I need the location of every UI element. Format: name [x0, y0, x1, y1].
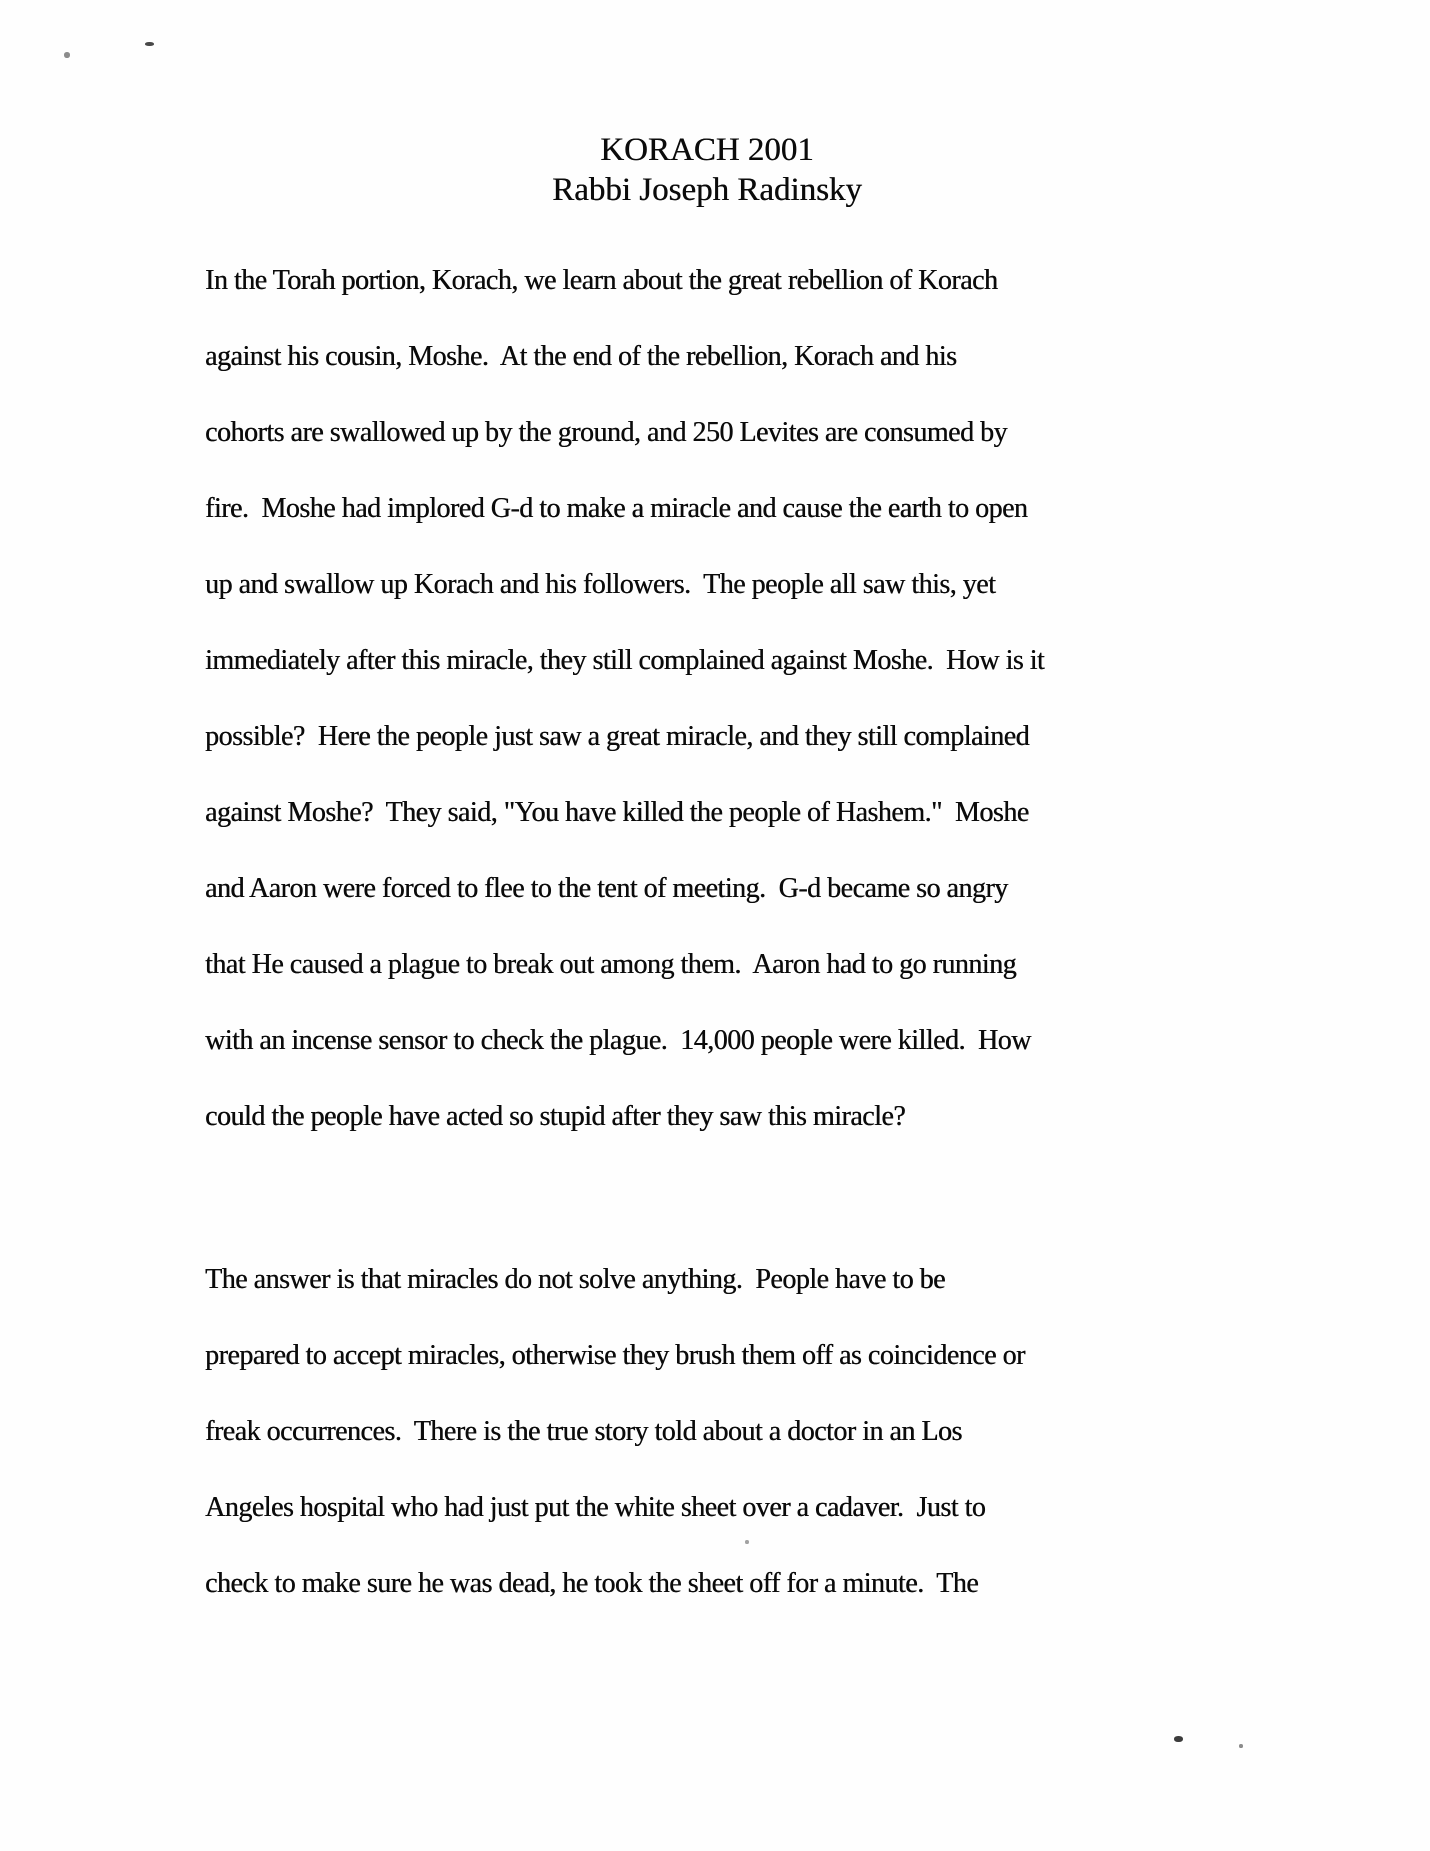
text-line: In the Torah portion, Korach, we learn about the great rebellion of Korach	[205, 265, 998, 296]
text-line: check to make sure he was dead, he took the sheet off for a minute. The	[205, 1568, 979, 1599]
paragraph	[205, 243, 1430, 1155]
scan-speck	[745, 1540, 749, 1544]
page-title: KORACH 2001	[600, 132, 814, 168]
text-line: possible? Here the people just saw a great miracle, and they still complained	[205, 721, 1030, 752]
text-line: up and swallow up Korach and his followers. The people all saw this, yet	[205, 569, 996, 600]
text-line: and Aaron were forced to flee to the tent of meeting. G-d became so angry	[205, 873, 1008, 904]
text-line: that He caused a plague to break out among them. Aaron had to go running	[205, 949, 1017, 980]
text-line: cohorts are swallowed up by the ground, and 250 Levites are consumed by	[205, 417, 1007, 448]
scan-speck	[64, 52, 70, 58]
scan-speck	[1239, 1744, 1243, 1748]
paragraph	[205, 1242, 1430, 1622]
document-body	[205, 243, 1430, 1622]
text-line: with an incense sensor to check the plague. 14,000 people were killed. How	[205, 1025, 1031, 1056]
text-line: The answer is that miracles do not solve anything. People have to be	[205, 1264, 945, 1295]
text-line: fire. Moshe had implored G-d to make a miracle and cause the earth to open	[205, 493, 1028, 524]
text-line: freak occurrences. There is the true story told about a doctor in an Los	[205, 1416, 962, 1447]
text-line: Angeles hospital who had just put the white sheet over a cadaver. Just to	[205, 1492, 986, 1523]
text-line: could the people have acted so stupid after they saw this miracle?	[205, 1101, 906, 1132]
text-line: immediately after this miracle, they still complained against Moshe. How is it	[205, 645, 1045, 676]
text-line: against Moshe? They said, "You have killed the people of Hashem." Moshe	[205, 797, 1029, 828]
text-line: prepared to accept miracles, otherwise they brush them off as coincidence or	[205, 1340, 1025, 1371]
scan-speck	[145, 42, 154, 46]
text-line: against his cousin, Moshe. At the end of the rebellion, Korach and his	[205, 341, 957, 372]
document-header	[0, 0, 1414, 210]
page-subtitle-author: Rabbi Joseph Radinsky	[552, 172, 862, 208]
scan-speck	[1174, 1736, 1183, 1742]
